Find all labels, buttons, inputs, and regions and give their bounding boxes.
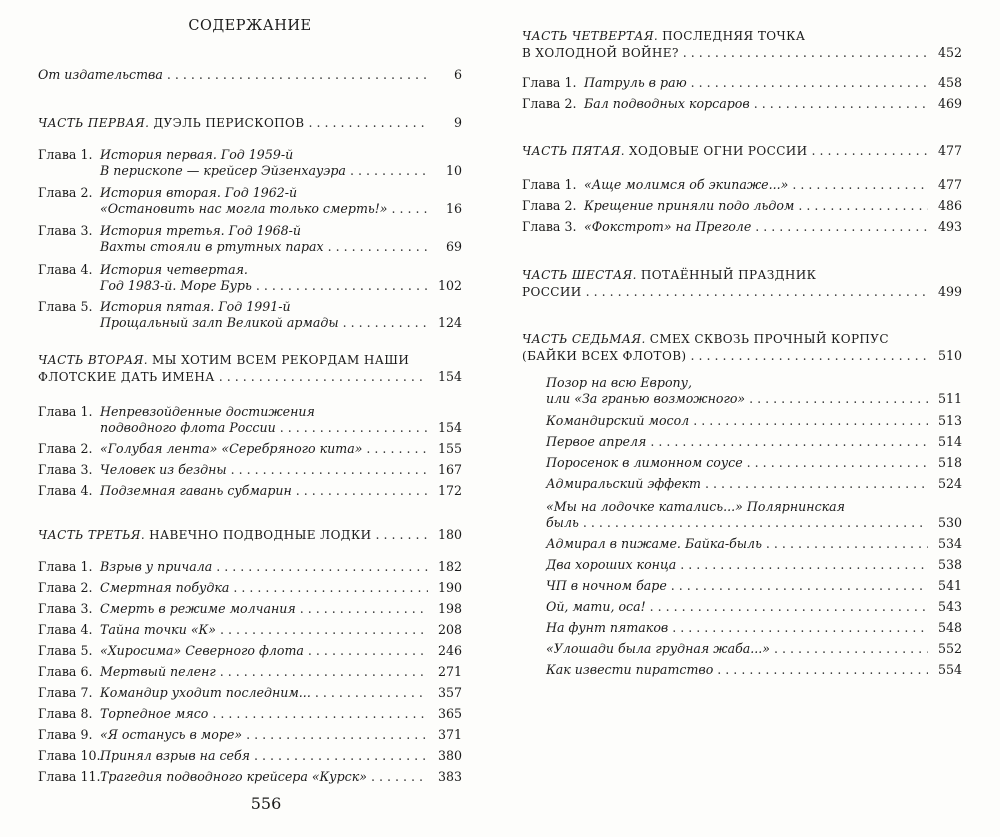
toc-entry [546, 662, 962, 678]
toc-entry [522, 331, 962, 364]
page-ref: 513 [937, 413, 962, 428]
leader-dots [216, 559, 428, 575]
entry-title: История первая. Год 1959-й [100, 147, 294, 162]
toc-entry [38, 462, 462, 478]
leader-dots [246, 727, 428, 743]
toc-entry [546, 578, 962, 594]
toc-entry [522, 75, 962, 91]
toc-entry [546, 413, 962, 429]
toc-entry [38, 601, 462, 617]
page-ref: 499 [937, 283, 962, 299]
entry-title: Смертная побудка [100, 580, 230, 595]
leader-dots [371, 769, 428, 785]
toc-entry [38, 483, 462, 499]
entry-title: Торпедное мясо [100, 706, 209, 721]
page-ref: 10 [445, 162, 462, 178]
page-ref: 357 [437, 685, 462, 700]
entry-title: «Аще молимся об экипаже...» [584, 177, 789, 192]
page-ref: 380 [437, 748, 462, 763]
entry-title: Позор на всю Европу, [546, 375, 692, 390]
leader-dots [328, 239, 428, 255]
part-label: ЧАСТЬ ПЯТАЯ. [522, 144, 626, 158]
page-number: 556 [250, 794, 282, 813]
entry-title: Крещение приняли подо льдом [584, 198, 795, 213]
toc-entry [38, 706, 462, 722]
chapter-label: Глава 11. [38, 769, 101, 784]
entry-title: От издательства [38, 67, 163, 82]
part-title: ФЛОТСКИЕ ДАТЬ ИМЕНА [38, 369, 215, 384]
leader-dots [366, 441, 428, 457]
toc-entry [546, 599, 962, 615]
leader-dots [683, 45, 928, 61]
page-ref: 493 [937, 219, 962, 234]
page-ref: 124 [437, 314, 462, 330]
toc-entry [38, 748, 462, 764]
entry-title: Прощальный залп Великой армады [100, 314, 339, 330]
chapter-label: Глава 1. [522, 177, 577, 192]
leader-dots [680, 557, 928, 573]
toc-entry [522, 28, 962, 61]
toc-entry [38, 299, 462, 330]
toc-entry [38, 664, 462, 680]
chapter-label: Глава 9. [38, 727, 93, 742]
entry-title: Принял взрыв на себя [100, 748, 250, 763]
entry-title: «Мы на лодочке катались...» Полярнинская [546, 499, 845, 514]
chapter-label: Глава 1. [38, 559, 93, 574]
page-ref: 548 [937, 620, 962, 635]
leader-dots [766, 536, 928, 552]
leader-dots [583, 515, 928, 531]
leader-dots [717, 662, 928, 678]
page-ref: 208 [437, 622, 462, 637]
chapter-label: Глава 1. [38, 404, 93, 419]
entry-title: «Голубая лента» «Серебряного кита» [100, 441, 363, 456]
chapter-label: Глава 2. [38, 441, 93, 456]
entry-title: Первое апреля [546, 434, 647, 449]
toc-entry [546, 499, 962, 530]
chapter-label: Глава 2. [38, 580, 93, 595]
entry-title: Смерть в режиме молчания [100, 601, 296, 616]
entry-title: «Фокстрот» на Преголе [584, 219, 752, 234]
toc-entry [38, 441, 462, 457]
page-ref: 534 [937, 536, 962, 551]
entry-title: Вахты стояли в ртутных парах [100, 238, 324, 254]
leader-dots [376, 527, 428, 543]
page-ref: 554 [937, 662, 962, 677]
leader-dots [747, 455, 928, 471]
entry-title: В перископе — крейсер Эйзенхауэра [100, 162, 346, 178]
page-ref: 524 [937, 476, 962, 491]
page-ref: 154 [437, 419, 462, 435]
chapter-label: Глава 6. [38, 664, 93, 679]
entry-title: подводного флота России [100, 419, 276, 435]
leader-dots [254, 748, 428, 764]
toc-entry [38, 147, 462, 178]
leader-dots [392, 201, 428, 217]
entry-title: Командирский мосол [546, 413, 690, 428]
page-ref: 458 [937, 75, 962, 90]
chapter-label: Глава 5. [38, 299, 93, 314]
entry-title: История вторая. Год 1962-й [100, 185, 298, 200]
page-ref: 271 [437, 664, 462, 679]
toc-entry [38, 769, 462, 785]
part-label: ЧАСТЬ ТРЕТЬЯ. [38, 528, 146, 542]
toc-entry [546, 620, 962, 636]
page-ref: 543 [937, 599, 962, 614]
toc-entry [38, 685, 462, 701]
chapter-label: Глава 3. [38, 223, 93, 238]
leader-dots [296, 483, 428, 499]
toc-entry [546, 455, 962, 471]
page-ref: 155 [437, 441, 462, 456]
toc-entry [546, 375, 962, 406]
page-ref: 16 [445, 200, 462, 216]
chapter-label: Глава 4. [38, 622, 93, 637]
toc-entry [38, 727, 462, 743]
part-title: НАВЕЧНО ПОДВОДНЫЕ ЛОДКИ [149, 528, 372, 542]
entry-title: История третья. Год 1968-й [100, 223, 301, 238]
chapter-label: Глава 3. [522, 219, 577, 234]
leader-dots [220, 622, 428, 638]
page-ref: 180 [437, 527, 462, 542]
leader-dots [812, 143, 928, 159]
page-ref: 530 [937, 514, 962, 530]
part-label: ЧАСТЬ ЧЕТВЕРТАЯ. [522, 29, 659, 43]
toc-entry [522, 219, 962, 235]
leader-dots [672, 620, 928, 636]
entry-title: Патруль в раю [584, 75, 687, 90]
entry-title: «Улошади была грудная жаба...» [546, 641, 771, 656]
leader-dots [755, 219, 928, 235]
chapter-label: Глава 2. [522, 96, 577, 111]
entry-title: Человек из бездны [100, 462, 227, 477]
entry-title: Как извести пиратство [546, 662, 714, 677]
page-ref: 172 [437, 483, 462, 498]
entry-title: ЧП в ночном баре [546, 578, 667, 593]
page-ref: 198 [437, 601, 462, 616]
entry-title: История четвертая. [100, 262, 248, 277]
leader-dots [691, 75, 928, 91]
page-ref: 552 [937, 641, 962, 656]
leader-dots [798, 198, 928, 214]
part-label: ЧАСТЬ ШЕСТАЯ. [522, 268, 637, 282]
leader-dots [315, 685, 428, 701]
page-ref: 9 [453, 115, 462, 130]
entry-title: «Я останусь в море» [100, 727, 243, 742]
chapter-label: Глава 2. [38, 185, 93, 200]
entry-title: или «За гранью возможного» [546, 390, 746, 406]
chapter-label: Глава 3. [38, 601, 93, 616]
leader-dots [691, 348, 929, 364]
part-title: ХОДОВЫЕ ОГНИ РОССИИ [629, 144, 808, 158]
leader-dots [233, 580, 428, 596]
chapter-label: Глава 4. [38, 483, 93, 498]
toc-entry [38, 580, 462, 596]
entry-title: Командир уходит последним... [100, 685, 311, 700]
leader-dots [219, 369, 428, 385]
leader-dots [671, 578, 928, 594]
entry-title: Адмиральский эффект [546, 476, 701, 491]
toc-entry [522, 267, 962, 300]
entry-title: Два хороших конца [546, 557, 677, 572]
page-ref: 190 [437, 580, 462, 595]
entry-title: Взрыв у причала [100, 559, 213, 574]
leader-dots [308, 643, 428, 659]
toc-entry [522, 177, 962, 193]
page-title: СОДЕРЖАНИЕ [188, 18, 312, 34]
entry-title: На фунт пятаков [546, 620, 669, 635]
page-ref: 514 [937, 434, 962, 449]
chapter-label: Глава 7. [38, 685, 93, 700]
page-ref: 511 [937, 390, 962, 406]
entry-title: «Остановить нас могла только смерть!» [100, 200, 388, 216]
leader-dots [650, 434, 928, 450]
leader-dots [705, 476, 928, 492]
chapter-label: Глава 5. [38, 643, 93, 658]
entry-title: Мертвый пеленг [100, 664, 216, 679]
toc-entry [546, 641, 962, 657]
chapter-label: Глава 3. [38, 462, 93, 477]
part-title: РОССИИ [522, 284, 582, 299]
chapter-label: Глава 1. [522, 75, 577, 90]
leader-dots [754, 96, 928, 112]
toc-entry [522, 96, 962, 112]
entry-title: Тайна точки «К» [100, 622, 216, 637]
toc-entry [38, 115, 462, 132]
chapter-label: Глава 8. [38, 706, 93, 721]
chapter-label: Глава 10. [38, 748, 101, 763]
page-ref: 182 [437, 559, 462, 574]
leader-dots [774, 641, 928, 657]
leader-dots [693, 413, 928, 429]
page-ref: 538 [937, 557, 962, 572]
leader-dots [792, 177, 928, 193]
leader-dots [212, 706, 428, 722]
page-ref: 365 [437, 706, 462, 721]
leader-dots [220, 664, 428, 680]
leader-dots [309, 115, 428, 131]
page-ref: 518 [937, 455, 962, 470]
toc-entry [38, 223, 462, 254]
part-label: ЧАСТЬ СЕДЬМАЯ. [522, 332, 646, 346]
part-label: ЧАСТЬ ПЕРВАЯ. [38, 116, 150, 130]
toc-entry [546, 434, 962, 450]
entry-title: быль [546, 514, 579, 530]
toc-entry [546, 476, 962, 492]
page-ref: 541 [937, 578, 962, 593]
entry-title: История пятая. Год 1991-й [100, 299, 291, 314]
entry-title: Ой, мати, оса! [546, 599, 646, 614]
leader-dots [300, 601, 428, 617]
part-title: СМЕХ СКВОЗЬ ПРОЧНЫЙ КОРПУС [649, 332, 889, 346]
toc-entry [38, 404, 462, 435]
page-ref: 6 [453, 67, 462, 82]
entry-title: Адмирал в пижаме. Байка-быль [546, 536, 762, 551]
leader-dots [343, 315, 428, 331]
page-ref: 477 [937, 143, 962, 158]
right-page [500, 0, 1000, 837]
page-ref: 383 [437, 769, 462, 784]
entry-title: Трагедия подводного крейсера «Курск» [100, 769, 367, 784]
leader-dots [256, 278, 428, 294]
entry-title: Год 1983-й. Море Бурь [100, 277, 252, 293]
part-title: МЫ ХОТИМ ВСЕМ РЕКОРДАМ НАШИ [152, 353, 410, 367]
page-ref: 246 [437, 643, 462, 658]
entry-title: Непревзойденные достижения [100, 404, 315, 419]
toc-entry [38, 262, 462, 293]
toc-entry [522, 198, 962, 214]
leader-dots [167, 67, 428, 83]
page-ref: 69 [445, 238, 462, 254]
toc-entry [38, 67, 462, 83]
part-title: ПОТАЁННЫЙ ПРАЗДНИК [640, 268, 817, 282]
leader-dots [350, 163, 428, 179]
part-title: ПОСЛЕДНЯЯ ТОЧКА [662, 29, 806, 43]
toc-entry [38, 559, 462, 575]
entry-title: Подземная гавань субмарин [100, 483, 292, 498]
leader-dots [586, 284, 928, 300]
toc-entry [522, 143, 962, 160]
toc-entry [38, 643, 462, 659]
entry-title: Поросенок в лимонном соусе [546, 455, 743, 470]
part-title: (БАЙКИ ВСЕХ ФЛОТОВ) [522, 348, 687, 363]
chapter-label: Глава 2. [522, 198, 577, 213]
chapter-label: Глава 4. [38, 262, 93, 277]
page-ref: 371 [437, 727, 462, 742]
part-title: В ХОЛОДНОЙ ВОЙНЕ? [522, 45, 679, 60]
part-label: ЧАСТЬ ВТОРАЯ. [38, 353, 148, 367]
leader-dots [231, 462, 428, 478]
page-ref: 167 [437, 462, 462, 477]
chapter-label: Глава 1. [38, 147, 93, 162]
page-ref: 102 [437, 277, 462, 293]
toc-entry [38, 622, 462, 638]
part-title: ДУЭЛЬ ПЕРИСКОПОВ [153, 116, 305, 130]
page-ref: 510 [937, 347, 962, 363]
page-ref: 486 [937, 198, 962, 213]
leader-dots [280, 420, 428, 436]
leader-dots [749, 391, 928, 407]
entry-title: «Хиросима» Северного флота [100, 643, 304, 658]
toc-entry [546, 557, 962, 573]
page-ref: 469 [937, 96, 962, 111]
entry-title: Бал подводных корсаров [584, 96, 750, 111]
toc-entry [38, 185, 462, 216]
toc-entry [38, 527, 462, 544]
page-ref: 477 [937, 177, 962, 192]
leader-dots [650, 599, 928, 615]
toc-entry [38, 352, 462, 385]
toc-entry [546, 536, 962, 552]
page-ref: 452 [937, 44, 962, 60]
page-ref: 154 [437, 368, 462, 384]
